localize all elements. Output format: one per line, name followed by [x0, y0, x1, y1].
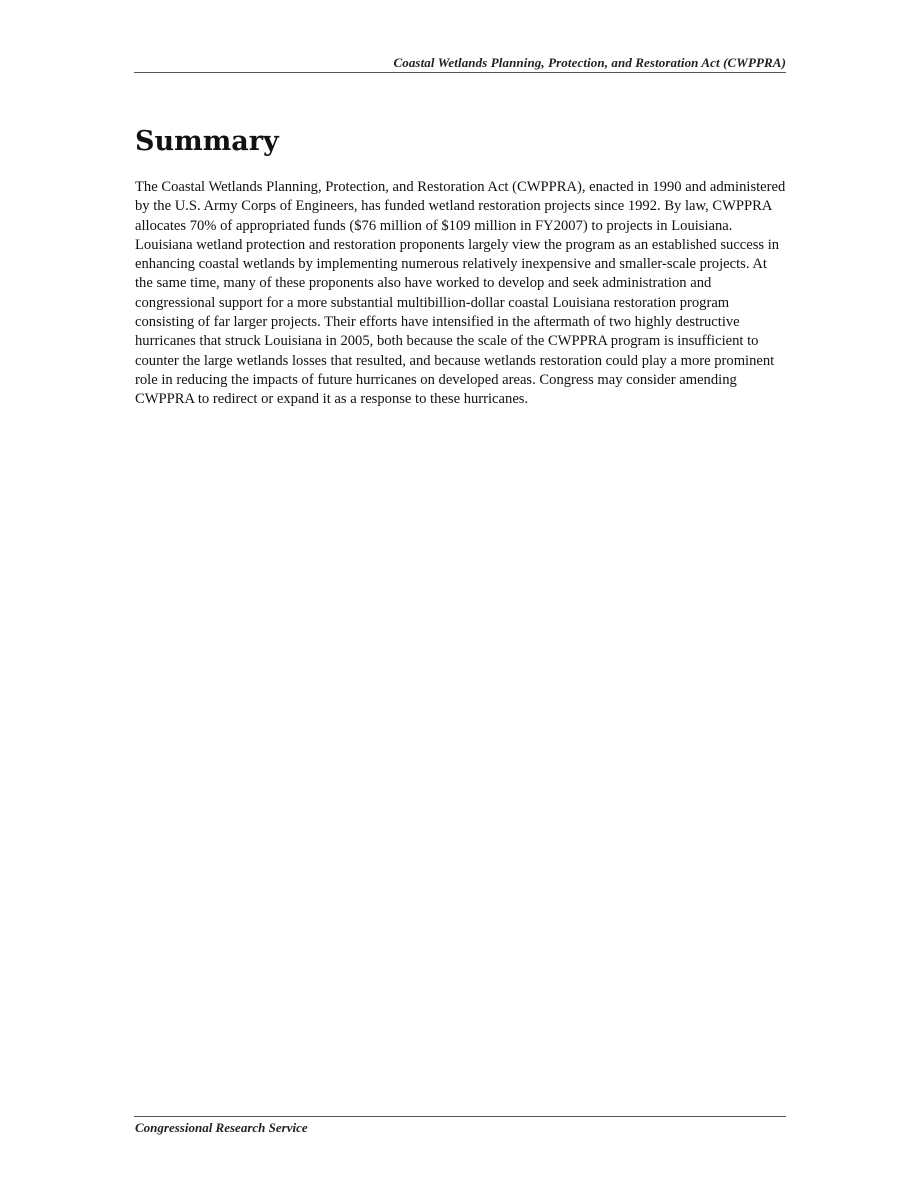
- footer-rule: [134, 1116, 786, 1117]
- running-footer: Congressional Research Service: [135, 1120, 308, 1135]
- section-title: Summary: [135, 126, 279, 157]
- running-header: Coastal Wetlands Planning, Protection, and Restoration Act (CWPPRA): [393, 55, 786, 70]
- header-rule: [134, 72, 786, 73]
- summary-paragraph: The Coastal Wetlands Planning, Protection, and Restoration Act (CWPPRA), enacted in 1990 and administered by the U.S. Army Corps of Engineers, has funded wetland restoration projects since 1992. By law, CWPPRA allocates 70% of appropriated funds ($76 million of $109 million in FY2007) to projects in Louisiana. Louisiana wetland protection and restoration proponents largely view the program as an established success in enhancing coastal wetlands by implementing numerous relatively inexpensive and smaller-scale projects. At the same time, many of these proponents also have worked to develop and seek administration and congressional support for a more substantial multibillion-dollar coastal Louisiana restoration program consisting of far larger projects. Their efforts have intensified in the aftermath of two highly destructive hurricanes that struck Louisiana in 2005, both because the scale of the CWPPRA program is insufficient to counter the large wetlands losses that resulted, and because wetlands restoration could play a more prominent role in reducing the impacts of future hurricanes on developed areas. Congress may consider amending CWPPRA to redirect or expand it as a response to these hurricanes.: [135, 179, 786, 408]
